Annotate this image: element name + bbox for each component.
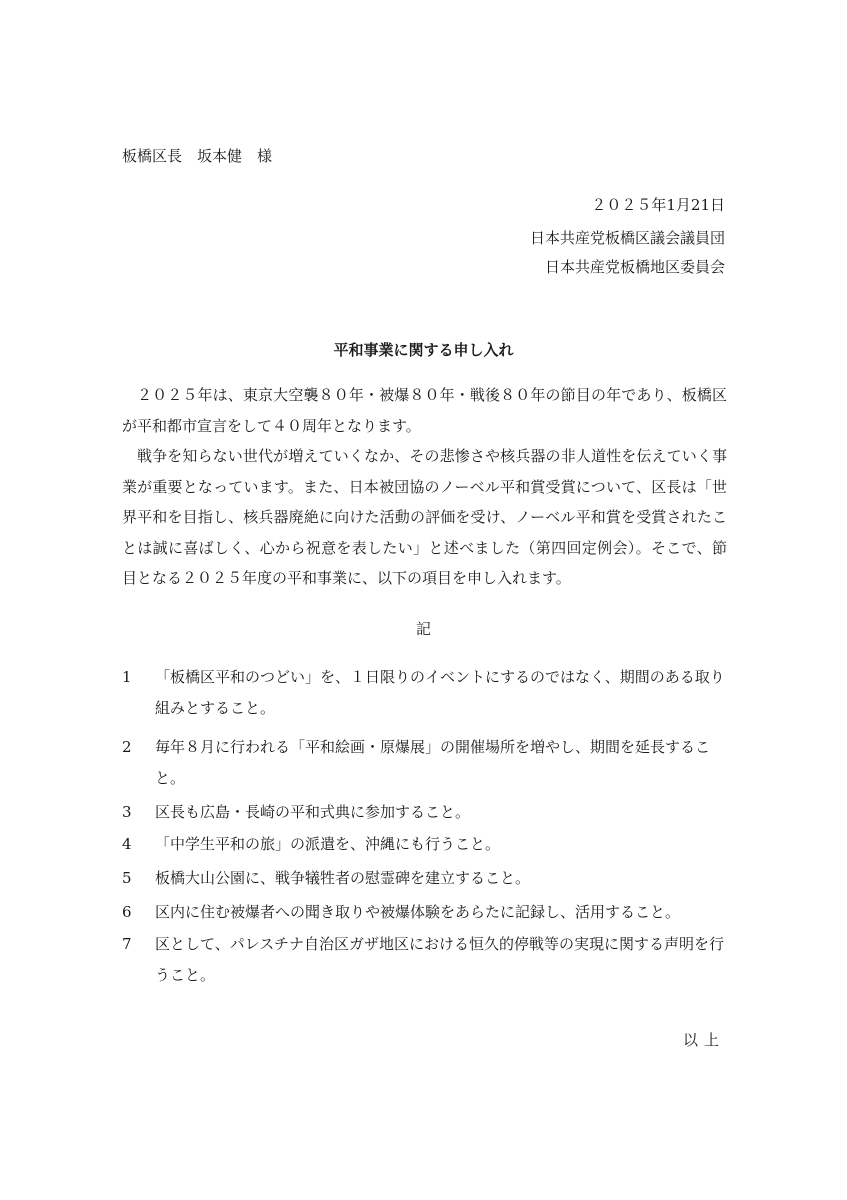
document-title: 平和事業に関する申し入れ <box>333 341 514 359</box>
item-number: 3 <box>122 803 132 821</box>
ki-heading: 記 <box>415 620 431 638</box>
item-number: 6 <box>122 903 132 921</box>
item-text: 区内に住む被爆者への聞き取りや被爆体験をあらたに記録し、活用すること。 <box>155 903 681 921</box>
request-item <box>122 829 727 860</box>
request-item <box>122 929 727 990</box>
closing-mark: 以上 <box>682 1031 725 1049</box>
item-text: 板橋大山公園に、戦争犠牲者の慰霊碑を建立すること。 <box>155 869 531 887</box>
request-item <box>122 897 727 928</box>
addressee: 板橋区長 坂本健 様 <box>122 147 273 165</box>
item-text: 区長も広島・長崎の平和式典に参加すること。 <box>155 803 471 821</box>
document-date: ２０２５年1月21日 <box>591 196 725 214</box>
item-text: 毎年８月に行われる「平和絵画・原爆展」の開催場所を増やし、期間を延長すること。 <box>155 738 711 787</box>
body-paragraph: 戦争を知らない世代が増えていくなか、その悲惨さや核兵器の非人道性を伝えていく事業が重要となっています。また、日本被団協のノーベル平和賞受賞について、区長は「世界平和を目指し、核兵器廃絶に向けた活動の評価を受け、ノーベル平和賞を受賞されたことは誠に喜ばしく、心から祝意を表したい」と述べました（第四回定例会）。そこで、節目となる２０２５年度の平和事業に、以下の項目を申し入れます。 <box>122 447 727 587</box>
request-item <box>122 797 727 828</box>
item-number: 7 <box>122 935 132 953</box>
sender-org-district-committee: 日本共産党板橋地区委員会 <box>544 258 725 276</box>
item-number: 2 <box>122 738 132 756</box>
item-text: 区として、パレスチナ自治区ガザ地区における恒久的停戦等の実現に関する声明を行うこと。 <box>155 935 724 984</box>
item-number: 1 <box>122 668 132 686</box>
request-item <box>122 863 727 894</box>
body-paragraph: ２０２５年は、東京大空襲８０年・被爆８０年・戦後８０年の節目の年であり、板橋区が平和都市宣言をして４０周年となります。 <box>122 386 727 435</box>
sender-org-council-group: 日本共産党板橋区議会議員団 <box>529 229 725 247</box>
request-item <box>122 732 727 793</box>
item-number: 4 <box>122 835 132 853</box>
item-text: 「中学生平和の旅」の派遣を、沖縄にも行うこと。 <box>155 835 501 853</box>
item-text: 「板橋区平和のつどい」を、１日限りのイベントにするのではなく、期間のある取り組みとすること。 <box>155 668 725 717</box>
request-item <box>122 662 727 723</box>
item-number: 5 <box>122 869 132 887</box>
